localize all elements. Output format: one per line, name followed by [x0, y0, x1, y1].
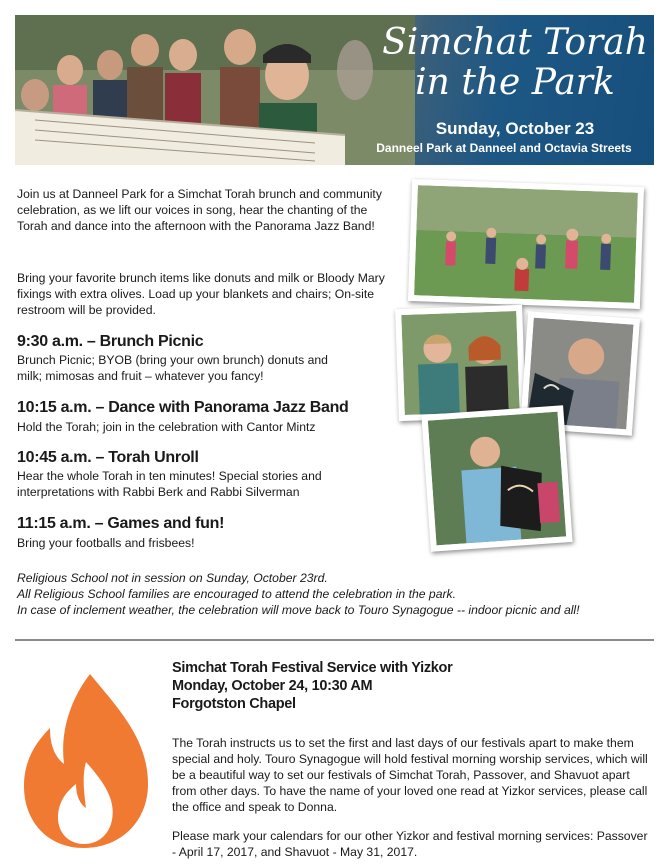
section-divider [15, 639, 654, 641]
schedule-heading-1: 9:30 a.m. – Brunch Picnic [17, 333, 204, 350]
event-date: Sunday, October 23 [435, 119, 595, 138]
flame-icon [20, 672, 152, 850]
note-line-3: In case of inclement weather, the celebration will move back to Touro Synagogue -- indoor picnic and all! [17, 603, 580, 617]
service-heading [172, 659, 652, 713]
photo-two-women [395, 305, 526, 421]
schedule-detail-3: Hear the whole Torah in ten minutes! Special stories and interpretations with Rabbi Berk and Rabbi Silverman [17, 469, 322, 499]
event-title-line1: Simchat Torah [382, 22, 648, 63]
note-line-1: Religious School not in session on Sunday, October 23rd. [17, 571, 328, 585]
schedule-heading-4: 11:15 a.m. – Games and fun! [17, 515, 225, 532]
service-title: Simchat Torah Festival Service with Yizkor [172, 660, 453, 676]
service-paragraph-1: The Torah instructs us to set the first and last days of our festivals apart to make them special and holy. Touro Synagogue will hold festival morning worship services, which will be a beautiful way to set our festivals of Simchat Torah, Passover, and Shavuot apart from other days. To have the name of your loved one read at Yizkor services, please call the office and speak to Donna. [172, 736, 648, 814]
photo-rabbi-with-torah [421, 405, 572, 552]
photo-dancing-circle [408, 179, 644, 309]
intro-paragraph-2: Bring your favorite brunch items like donuts and milk or Bloody Mary fixings with extra olives. Load up your blankets and chairs; On-site restroom will be provided. [17, 271, 385, 317]
schedule-heading-2: 10:15 a.m. – Dance with Panorama Jazz Band [17, 399, 349, 416]
service-datetime: Monday, October 24, 10:30 AM [172, 678, 373, 694]
schedule-heading-3: 10:45 a.m. – Torah Unroll [17, 449, 199, 466]
event-title [380, 23, 650, 103]
schedule-detail-2: Hold the Torah; join in the celebration with Cantor Mintz [17, 420, 316, 434]
service-paragraph-2: Please mark your calendars for our other Yizkor and festival morning services: Passover - April 17, 2017, and Shavuot - May 31, 2017. [172, 829, 648, 859]
schedule-detail-1: Brunch Picnic; BYOB (bring your own brunch) donuts and milk; mimosas and fruit – whatever you fancy! [17, 353, 328, 383]
schedule-detail-4: Bring your footballs and frisbees! [17, 536, 195, 550]
event-title-line2: in the Park [415, 62, 615, 103]
note-line-2: All Religious School families are encouraged to attend the celebration in the park. [17, 587, 457, 601]
service-place: Forgotston Chapel [172, 696, 296, 712]
header-banner [15, 15, 654, 165]
event-location: Danneel Park at Danneel and Octavia Streets [376, 141, 632, 155]
intro-paragraph-1: Join us at Danneel Park for a Simchat Torah brunch and community celebration, as we lift our voices in song, hear the chanting of the Torah and dance into the afternoon with the Panorama Jazz Band! [17, 187, 382, 233]
